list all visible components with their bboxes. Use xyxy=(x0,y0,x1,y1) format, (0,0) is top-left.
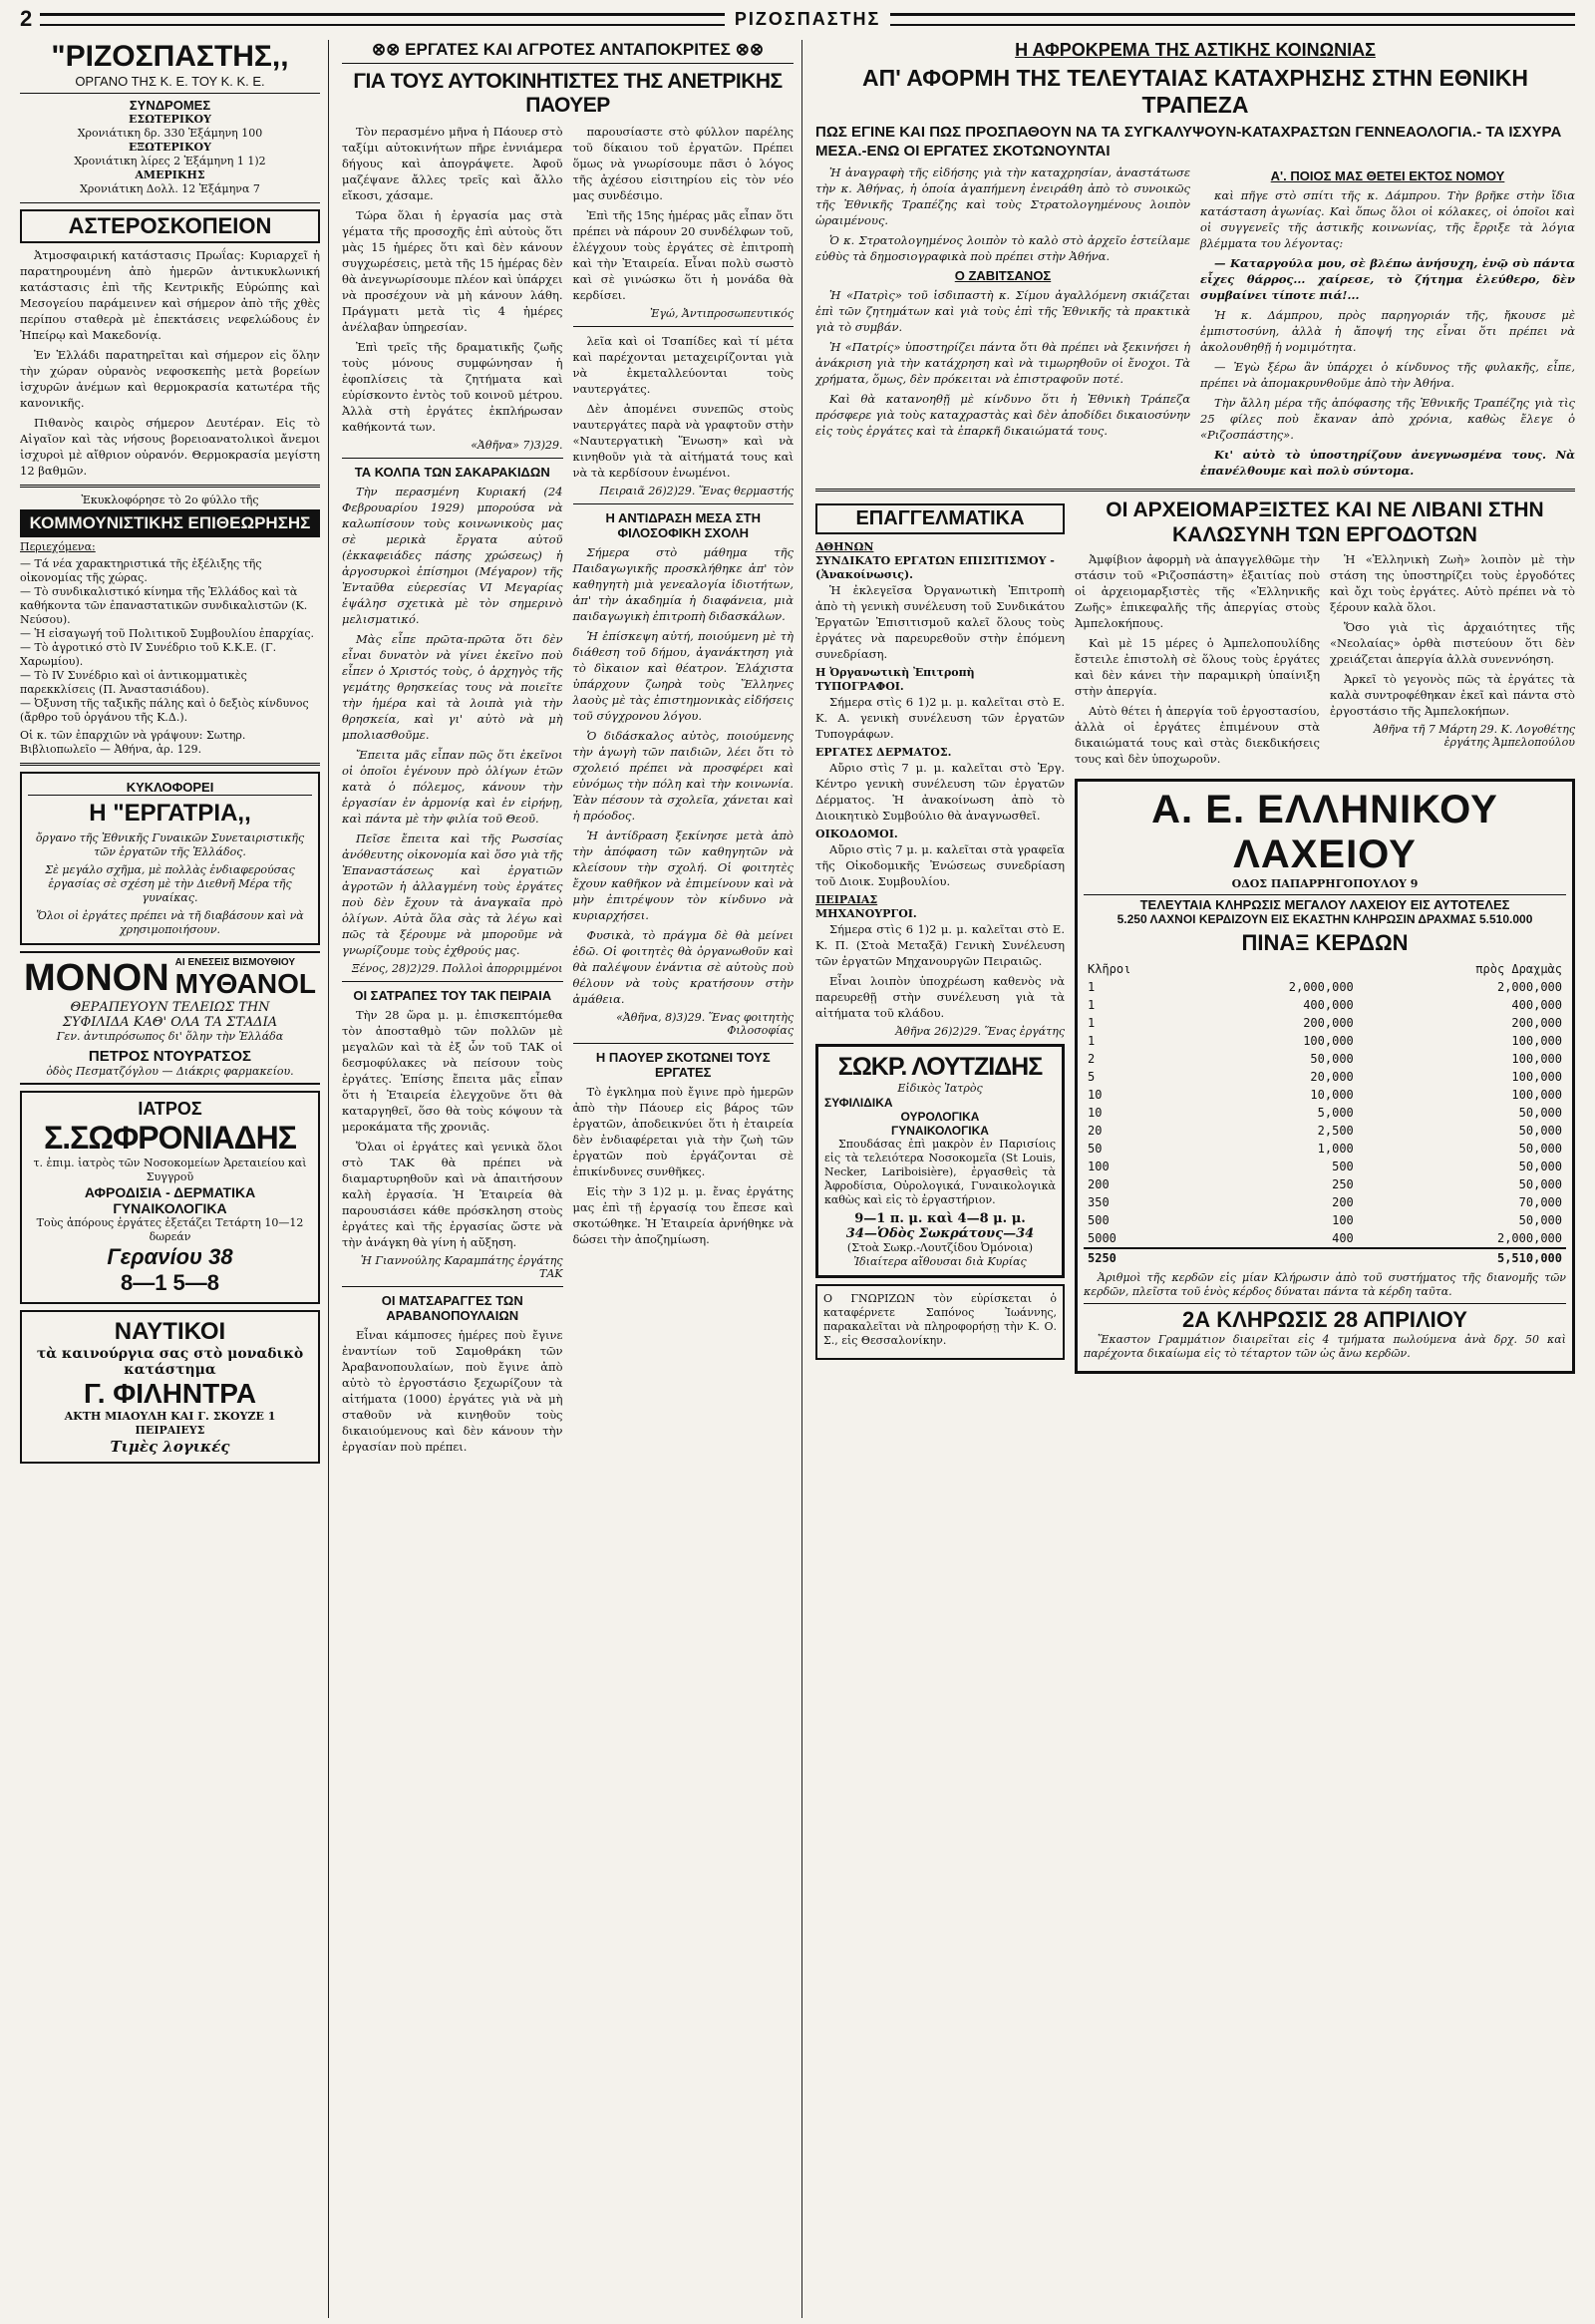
observatory-text: Ἀτμοσφαιρική κατάστασις Πρωΐας: Κυριαρχεῖ ἡ παρατηρουμένη ἀπὸ ἡμερῶν ἀντικυκλωνική κατάστασις ἐπὶ τῆς Κεντρικῆς Εὐρώπης καὶ Μεσογείου παράμεινεν καὶ σήμερον ἀπὸ τῆς χθὲς περίπου σταθερὰ μὲ ἐπεκτάσεις νεφελώδους ἐν Ἠπείρῳ καὶ Μακεδονίᾳ. xyxy=(20,248,320,342)
mythanol-line2: ΣΥΦΙΛΙΔΑ ΚΑΘ' ΟΛΑ ΤΑ ΣΤΑΔΙΑ xyxy=(62,1015,278,1030)
notice-title: ΟΙΚΟΔΟΜΟΙ. xyxy=(815,828,898,840)
archio-subcolumn-b xyxy=(1330,551,1575,771)
article-text: Κι' αὐτὸ τὸ ὑποστηρίζουν ἀνεγνωσμένα τους. Νὰ ἐπανέλθουμε καὶ πολὺ σύντομα. xyxy=(1200,448,1575,478)
doctor-name: Σ.ΣΩΦΡΟΝΙΑΔΗΣ xyxy=(44,1120,296,1156)
divider xyxy=(815,489,1575,492)
doctor-hours: 8—1 5—8 xyxy=(120,1270,220,1295)
lead-title: ΑΠ' ΑΦΟΡΜΗ ΤΗΣ ΤΕΛΕΥΤΑΙΑΣ ΚΑΤΑΧΡΗΣΗΣ ΣΤΗΝ ΕΘΝΙΚΗ ΤΡΑΠΕΖΑ xyxy=(862,65,1528,118)
article-text: Ὁ κ. Στρατολογημένος λοιπὸν τὸ καλὸ στὸ ἀρχεῖο ἐστείλαμε εὐθὺς τὰ δημοσιογραφικὰ ποὺ πρέπει στὴν Ἀθήνα. xyxy=(815,233,1190,263)
article-text: Τώρα ὅλαι ἡ ἐργασία μας στὰ γέματα τῆς προσοχῆς ἐπὶ αὐτοὺς ὅτι μὰς 15 ἡμέρες ὅτι καὶ δὲν κάνουν συγχωρέσεις, μετὰ τῆς 15 ἡμέρας δὲν θὰ ἀνεγνωρίσουμε πλέον καὶ ὑπάρχει νὰ προσέχουν νὰ μὴ κάνουν λάθη. Πράγματι μετὰ τὶς 4 ἡμέρες ἀνέλαβαν ὑπηρεσίαν. xyxy=(342,208,563,334)
prize-total: 100,000 xyxy=(1511,1088,1562,1102)
article-text: Τὸ ἐγκλημα ποὺ ἔγινε πρὸ ἡμερῶν ἀπὸ τὴν Πάουερ εἰς βάρος τῶν ἐργατῶν, ἀποδεικνύει ὅτι ἡ ἐταιρεία δὲν ἐνδιαφέρεται γιὰ τὴν ζωὴ τῶν ἐργατῶν ποὺ ἐργάζονται σὲ ἐπικίνδυνες συνθῆκες. xyxy=(572,1085,794,1178)
prize-count: 10 xyxy=(1088,1088,1103,1102)
prize-amount: 100 xyxy=(1332,1213,1354,1227)
prize-amount: 200,000 xyxy=(1303,1016,1354,1030)
page-number: 2 xyxy=(20,6,33,31)
prize-amount: 10,000 xyxy=(1310,1088,1354,1102)
header-rule-right xyxy=(890,13,1575,26)
header-rule xyxy=(40,13,725,26)
prize-count: 2 xyxy=(1088,1052,1096,1066)
review-item: — Τά νέα χαρακτηριστικά τῆς ἐξέλιξης τῆς οἰκονομίας τῆς χώρας. xyxy=(20,557,262,584)
article-text: λεῖα καὶ οἱ Τσαπίδες καὶ τί μέτα καὶ παρέχονται μεταχειρίζονται γιὰ νὰ ἐκμεταλλεύονται τοὺς ναυτεργάτες. xyxy=(572,334,794,396)
prize-table-header xyxy=(1084,960,1566,978)
prize-count: 100 xyxy=(1088,1160,1110,1173)
prize-total: 50,000 xyxy=(1518,1213,1562,1227)
nautikoi-prices: Τιμὲς λογικές xyxy=(110,1438,230,1456)
archio-lottery-column xyxy=(1075,498,1575,1380)
observatory-title-box xyxy=(20,209,320,243)
divider xyxy=(342,981,563,982)
review-item: — Ἡ εἰσαγωγή τοῦ Πολιτικοῦ Συμβουλίου ἐπαρχίας. xyxy=(20,627,314,640)
lottery-note: Ἀριθμοὶ τῆς κερδῶν εἰς μίαν Κλήρωσιν ἀπὸ τοῦ συστήματος τῆς διανομῆς τῶν κερδῶν, πλεῖστα τοῦ ἑνὸς κέρδος δύναται πάντα τὰ κέρδη ταῦτα. xyxy=(1084,1271,1566,1298)
doctor2-spec3: ΓΥΝΑΙΚΟΛΟΓΙΚΑ xyxy=(891,1124,989,1138)
article-title: ΓΙΑ ΤΟΥΣ ΑΥΤΟΚΙΝΗΤΙΣΤΕΣ ΤΗΣ ΑΝΕΤΡΙΚΗΣ ΠΑΟΥΕΡ xyxy=(353,70,783,117)
article-text: Φυσικὰ, τὸ πράγμα δὲ θὰ μείνει ἐδῶ. Οἱ φοιτητὲς θὰ ὀργανωθοῦν καὶ θὰ παλέψουν ἐνάντια σὲ αὐτοὺς ποὺ θέλουν νὰ τοὺς κρατήσουν στὴν ἀμάθεια. xyxy=(572,928,794,1006)
mythanol-line1: ΘΕΡΑΠΕΥΟΥΝ ΤΕΛΕΙΩΣ ΤΗΝ xyxy=(70,1000,270,1015)
divider xyxy=(573,326,795,327)
doctor2-address-2: (Στοὰ Σωκρ.-Λουτζίδου Ὀμόνοια) xyxy=(846,1241,1034,1254)
prize-row xyxy=(1084,996,1566,1014)
prize-total-count: 5250 xyxy=(1088,1251,1116,1265)
article-text: Ἡ «Πατρίς» ὑποστηρίζει πάντα ὅτι θὰ πρέπει νὰ ξεκινήσει ἡ ἀνάκριση γιὰ τὴν κατάχρηση καὶ νὰ τιμωρηθοῦν οἱ ἔνοχοι. Τὰ χρήματα, ὅμως, δὲν πρόκειται νὰ ἐπιστραφοῦν ποτέ. xyxy=(815,340,1190,386)
prize-count: 5000 xyxy=(1088,1231,1116,1245)
subs-abroad-label: ΕΞΩΤΕΡΙΚΟΥ xyxy=(129,141,211,154)
article-text: Εἰς τὴν 3 1)2 μ. μ. ἔνας ἐργάτης μας ἐπὶ τῇ ἐργασίᾳ του ἔπεσε καὶ σκοτώθηκε. Ἡ Ἐταιρεία ἀρνήθηκε νὰ δώσει τὴν ἀποζημίωση. xyxy=(572,1184,794,1246)
prize-row xyxy=(1084,1158,1566,1175)
lottery-title: Α. Ε. ΕΛΛΗΝΙΚΟΥ ΛΑΧΕΙΟΥ xyxy=(1151,788,1498,876)
doctor2-role: Εἰδικὸς Ἰατρὸς xyxy=(897,1082,983,1095)
prize-count: 200 xyxy=(1088,1177,1110,1191)
divider xyxy=(573,1043,795,1044)
missing-person-text: Ο ΓΝΩΡΙΖΩΝ τὸν εὑρίσκεται ὁ καταφέρνετε Σαπόνος Ἰωάννης, παρακαλεῖται νὰ πληροφορήσῃ τὴν Κ. Ο. Σ., εἰς Θεσσαλονίκην. xyxy=(823,1292,1057,1347)
review-contents-label: Περιεχόμενα: xyxy=(20,540,96,553)
article-text: Δὲν ἀπομένει συνεπῶς στοὺς ναυτεργάτες παρὰ νὰ γραφτοῦν στὴν «Ναυτεργατικὴ Ἕνωση» καὶ νὰ κινηθοῦν γιὰ τὰ αἰτήματά τους καὶ νὰ τὰ κερδίσουν ἐνωμένοι. xyxy=(572,402,794,480)
prize-row xyxy=(1084,1193,1566,1211)
lottery-ad xyxy=(1075,779,1575,1374)
lottery-line1: ΤΕΛΕΥΤΑΙΑ ΚΛΗΡΩΣΙΣ ΜΕΓΑΛΟΥ ΛΑΧΕΙΟΥ ΕΙΣ ΑΥΤΟΤΕΛΕΣ xyxy=(1084,894,1566,912)
article-text: Ὅλαι οἱ ἐργάτες καὶ γενικὰ ὅλοι στὸ ΤΑΚ θὰ πρέπει νὰ διαμαρτυρηθοῦν καὶ νὰ ἀπαιτήσουν καλὴ ἐργασία. Ἡ Ἐταιρεία θὰ παρουσιάσει κάθε πρόσκληση στοὺς ἐργάτες καὶ τῆς ἐργασίας ὥστε νὰ τὴν ἀνάγκη θὰ γίνη ἡ αὔξηση. xyxy=(342,1140,563,1249)
article-text: Ἡ ἀναγραφὴ τῆς εἰδήσης γιὰ τὴν καταχρησίαν, ἀναστάτωσε τὴν κ. Ἀθήνας, ἡ ὁποία ἀγαπήμενη ἐνειράθη ἀπὸ τὸ συνοικῶς τῆς Ἐθνικῆς Τραπέζης καὶ τοὺς Στρατολογημένους λοιπὸν ὡραιμένους. xyxy=(815,166,1190,227)
doctor2-desc: Σπουδάσας ἐπὶ μακρὸν ἐν Παρισίοις εἰς τὰ τελειότερα Νοσοκομεῖα (St Louis, Necker, Lariboisière), ἐργασθεὶς τὰ Ἀφροδίσια, Οὐρολογικά, Γυναικολογικὰ καθὼς καὶ εἰς τὸ ἐργαστήριον. xyxy=(824,1138,1056,1206)
column-right xyxy=(807,40,1575,2318)
banner-ornament-icon: ⊗⊗ xyxy=(371,40,406,59)
article-text: Ἐπὶ τῆς 15ης ἡμέρας μᾶς εἶπαν ὅτι πρέπει νὰ πάρουν 20 συνδέλφων τοῦ, ἐλέγχουν τοὺς ἐργάτες σὲ ἐπιτροπὴ καὶ τὴν Ἐταιρεία. Εἶναι πολὺ σωστὸ καὶ σὲ γινώσκω ὅτι ἡ μονάδα θὰ κερδίσει. xyxy=(572,208,794,302)
doctor2-address: 34—Ὁδὸς Σωκράτους—34 xyxy=(845,1226,1035,1241)
article-text: — Καταργούλα μου, σὲ βλέπω ἀνήσυχη, ἐνῷ σὺ πάντα εἶχες θάρρος... χαίρεσε, τὸ ζήτημα ἐλεύθερο, δὲν συμβαίνει τίποτε πιά!... xyxy=(1200,256,1575,302)
article-signature: Ἡ Γιαννούλης Καραμπάτης ἐργάτης ΤΑΚ xyxy=(360,1254,563,1280)
prize-amount: 2,500 xyxy=(1317,1124,1354,1138)
prize-amount: 50,000 xyxy=(1310,1052,1354,1066)
mythanol-rep: ΠΕΤΡΟΣ ΝΤΟΥΡΑΤΣΟΣ xyxy=(88,1048,252,1065)
article-signature: Ἐγώ, Ἀντιπροσωπευτικός xyxy=(650,307,794,320)
nautikoi-address: ΑΚΤΗ ΜΙΑΟΥΛΗ ΚΑΙ Γ. ΣΚΟΥΖΕ 1 xyxy=(64,1410,276,1423)
nautikoi-ad xyxy=(20,1310,320,1464)
divider xyxy=(20,202,320,203)
article-text: Τὴν 28 ὥρα μ. μ. ἐπισκεπτόμεθα τὸν ἀποσταθμὸ τῶν πολλῶν μὲ μεγαλῶν καὶ τὰ ἐξ ὧν τοῦ ΤΑΚ οἱ δεσμοφύλακες νὰ πείσουν τοὺς ἐργάτες. Ἐπίσης ἔπειτα μᾶς εἶπαν ὅτι ἡ Ἐταιρεία ἐλεγχοῦνε ὅτι θὰ καταργηθεῖ, ὅσο θὰ τοὺς κόψουν τὰ μεροκάματα τῆς χρονιᾶς. xyxy=(342,1008,563,1134)
doctor2-spec2: ΟΥΡΟΛΟΓΙΚΑ xyxy=(900,1110,980,1124)
mythanol-product: ΜΥΘΑΝΟL xyxy=(174,968,316,999)
prize-total-blank xyxy=(1196,1248,1357,1267)
review-title: ΚΟΜΜΟΥΝΙΣΤΙΚΗΣ ΕΠΙΘΕΩΡΗΣΗΣ xyxy=(20,509,320,537)
article-signature: «Ἀθῆνα» 7)3)29. xyxy=(471,439,563,452)
article-text: Εἶναι κάμποσες ἡμέρες ποὺ ἔγινε ἐναντίων τοῦ Σαμοθράκη τῶν Ἀραβανοπουλαίων, ποὺ ἔγινε ἀπὸ αὐτὸ τὸ ἐργοστάσιο ξεχωρίζουν τὰ αἰτήματα (1000) ἐργάτες γιὰ νὰ μὴ σταθοῦν νὰ κινηθοῦν τοὺς δικαιούμενους καὶ δὲν κάνουν τὴν ἐργασίαν ποὺ πρέπει. xyxy=(342,1328,563,1454)
article-signature: Ξένος, 28)2)29. Πολλοὶ ἀπορριμμένοι xyxy=(351,962,563,975)
article-title: Η ΑΝΤΙΔΡΑΣΗ ΜΕΣΑ ΣΤΗ ΦΙΛΟΣΟΦΙΚΗ ΣΧΟΛΗ xyxy=(605,510,762,540)
prize-total: 70,000 xyxy=(1518,1195,1562,1209)
prize-row xyxy=(1084,1122,1566,1140)
notice-text: Εἶναι λοιπὸν ὑποχρέωση καθενὸς νὰ παρευρεθῇ στὴν συνέλευση γιὰ τὰ αἰτήματα τοῦ κλάδου. xyxy=(815,974,1065,1020)
ergatria-desc: ὄργανο τῆς Ἐθνικῆς Γυναικῶν Συνεταιριστικῆς τῶν ἐργατῶν τῆς Ἑλλάδος. xyxy=(35,831,305,858)
prize-total: 50,000 xyxy=(1518,1160,1562,1173)
review-item: — Ὀξυνση τῆς ταξικῆς πάλης καὶ ὁ δεξιὸς κίνδυνος (ἄρθρο τοῦ ὀργάνου τῆς Κ.Δ.). xyxy=(20,697,309,724)
prize-count: 5 xyxy=(1088,1070,1096,1084)
mythanol-line3: Γεν. ἀντιπρόσωπος δι' ὅλην τὴν Ἑλλάδα xyxy=(56,1030,284,1043)
subs-america-text: Χρονιάτικη Δολλ. 12 Ἑξάμηνα 7 xyxy=(80,182,260,195)
mythanol-small: ΑΙ ΕΝΕΣΕΙΣ ΒΙΣΜΟΥΘΙΟΥ xyxy=(174,957,296,968)
notice-title: Η Ὀργανωτικὴ Ἐπιτροπὴ ΤΥΠΟΓΡΑΦΟΙ. xyxy=(815,666,975,693)
article-title: ΤΑ ΚΟΛΠΑ ΤΩΝ ΣΑΚΑΡΑΚΙΔΩΝ xyxy=(354,465,550,480)
article-text: Σήμερα στὸ μάθημα τῆς Παιδαγωγικῆς προσκλήθηκε ἀπ' τὸν καθηγητὴ μιὰ γενεαλογία ἰδιοτήτων, ἀπ' τὴν ἀκαδημία ἡ διαφάνεια, μιὰ παιδαγωγικὴ ἐπιτροπὴ διδασκάλων. xyxy=(572,545,794,623)
prize-row xyxy=(1084,1175,1566,1193)
prize-total: 2,000,000 xyxy=(1496,980,1562,994)
notice-title: ΣΥΝΔΙΚΑΤΟ ΕΡΓΑΤΩΝ ΕΠΙΣΙΤΙΣΜΟΥ - (Ἀνακοίνωσις). xyxy=(815,554,1055,581)
section-piraeus: ΠΕΙΡΑΙΑΣ xyxy=(815,893,878,906)
correspondents-banner-text: ΕΡΓΑΤΕΣ ΚΑΙ ΑΓΡΟΤΕΣ ΑΝΤΑΠΟΚΡΙΤΕΣ xyxy=(405,40,731,59)
lottery-draw-date: 2Α ΚΛΗΡΩΣΙΣ 28 ΑΠΡΙΛΙΟΥ xyxy=(1084,1303,1566,1333)
doctor-spec2: ΓΥΝΑΙΚΟΛΟΓΙΚΑ xyxy=(113,1200,227,1216)
lottery-footnote: Ἕκαστον Γραμμάτιον διαιρεῖται εἰς 4 τμήματα πωλούμενα ἀνὰ δρχ. 50 καὶ παρέχοντα δικαίωμα εἰς τὸ τέταρτον τῶν ὡς ἄνω κερδῶν. xyxy=(1084,1333,1566,1360)
prize-count: 1 xyxy=(1088,1016,1096,1030)
review-item: — Τὸ ἀγροτικό στὸ IV Συνέδριο τοῦ Κ.Κ.Ε. (Γ. Χαρωμίου). xyxy=(20,641,277,668)
prize-amount: 400 xyxy=(1332,1231,1354,1245)
prize-total: 2,000,000 xyxy=(1496,1231,1562,1245)
mythanol-addr: ὁδὸς Πεσματζόγλου — Διάκρις φαρμακείου. xyxy=(46,1065,294,1078)
prize-row xyxy=(1084,1229,1566,1248)
review-item: — Τὸ IV Συνέδριο καὶ οἱ ἀντικομματικὲς παρεκκλίσεις (Π. Ἀναστασιάδου). xyxy=(20,669,247,696)
article-text: Ἡ ἀντίδραση ξεκίνησε μετὰ ἀπὸ τὴν ἀπόφαση τῶν καθηγητῶν νὰ κλείσουν τὴν σχολή. Οἱ φοιτητὲς ἔχουν καθῆκον νὰ ἐπιμείνουν καὶ νὰ μὴν ἐπιτρέψουν τὸν κίνδυνο νὰ κυριαρχήσει. xyxy=(572,829,794,922)
subs-domestic-label: ΕΣΩΤΕΡΙΚΟΥ xyxy=(129,113,211,126)
prize-row xyxy=(1084,1211,1566,1229)
mythanol-word: ΜΟΝΟΝ xyxy=(24,957,169,999)
article-text: καὶ πῆγε στὸ σπίτι τῆς κ. Δάμπρου. Τὴν βρῆκε στὴν ἴδια κατάσταση ἀγωνίας. Καὶ ὅπως ὅλοι οἱ κόλακες, οἱ ὁποῖοι καὶ οἱ συγγενεῖς τῆς ἀστικῆς κοινωνίας, τῆς ἔρριξε τὰ λόγια βλέμματα του λέγοντας: xyxy=(1200,188,1575,250)
prize-count: 1 xyxy=(1088,998,1096,1012)
article-text: Καὶ θὰ κατανοηθῇ μὲ κίνδυνο ὅτι ἡ Ἐθνικὴ Τράπεζα πρόσφερε γιὰ τοὺς καταχραστὰς καὶ δὲν ἀποδίδει δικαιοσύνην εἰς τοὺς ἐργάτες καὶ τὰ ἐπαρκῆ δικαιώματά τους. xyxy=(815,392,1190,438)
prize-col-mid: πρὸς Δραχμὰς xyxy=(1475,962,1562,976)
column-middle xyxy=(334,40,802,2318)
subs-america-label: ΑΜΕΡΙΚΗΣ xyxy=(135,168,205,181)
prize-col-left: Κλῆροι xyxy=(1088,962,1131,976)
divider xyxy=(573,503,795,504)
prize-rows xyxy=(1084,978,1566,1248)
divider xyxy=(342,458,563,459)
subs-abroad-text: Χρονιάτικη λίρες 2 Ἑξάμηνη 1 1)2 xyxy=(74,155,266,167)
doctor-desc: τ. ἐπιμ. ἰατρὸς τῶν Νοσοκομείων Ἀρεταιείου καὶ Συγγροῦ xyxy=(33,1157,307,1183)
review-item: — Τὸ συνδικαλιστικό κίνημα τῆς Ἑλλάδος καὶ τὰ καθήκοντα τῶν ἐπαναστατικῶν συνδικαλιστῶν (Κ. Νεύσου). xyxy=(20,585,308,626)
prize-count: 1 xyxy=(1088,980,1096,994)
article-text: — Ἐγὼ ξέρω ἂν ὑπάρχει ὁ κίνδυνος τῆς φυλακῆς, εἶπε, πρέπει νὰ ἀπομακρυνθοῦμε ἀπὸ τὴν Ἀθήνα. xyxy=(1200,360,1575,390)
professional-title: ΕΠΑΓΓΕΛΜΑΤΙΚΑ xyxy=(855,507,1025,529)
article-title: Η ΠΑΟΥΕΡ ΣΚΟΤΩΝΕΙ ΤΟΥΣ ΕΡΓΑΤΕΣ xyxy=(595,1050,771,1080)
divider xyxy=(342,1286,563,1287)
article-text: Ὅσο γιὰ τὶς ἀρχαιότητες τῆς «Νεολαίας» ὀρθὰ πιστεύουν ὅτι δὲν χρειάζεται ἀπεργία ἀλλὰ συνεννόηση. xyxy=(1330,620,1575,666)
article-text: Ἡ «Ἑλληνικὴ Ζωὴ» λοιπὸν μὲ τὴν στάση της ὑποστηρίζει τοὺς ἐργοδότες καὶ ὄχι τοὺς ἐργάτες. Αὐτὸ πρέπει νὰ τὸ ξέρουν καλὰ ὅλοι. xyxy=(1330,552,1575,614)
article-signature: «Ἀθῆνα, 8)3)29. Ἕνας φοιτητὴς Φιλοσοφίας xyxy=(616,1011,794,1037)
article-subhead: Ο ΖΑΒΙΤΣΑΝΟΣ xyxy=(954,268,1052,283)
notice-title: ΕΡΓΑΤΕΣ ΔΕΡΜΑΤΟΣ. xyxy=(815,746,952,759)
article-text: Ἐπὶ τρεῖς τῆς δραματικῆς ζωῆς τοὺς μόνους συμφώνησαν ἡ ἐφοπλίσεις τὰ ζητήματα καὶ εὑρίσκοντο ἐντὸς τοῦ κοινοῦ μέτρου. Ἀλλὰ στὴ ἐργάτες ἐκπλήρωσαν καθήκοντά των. xyxy=(342,340,563,434)
prize-row xyxy=(1084,1032,1566,1050)
nautikoi-shop: Γ. ΦΙΛΗΝΤΡΑ xyxy=(83,1378,257,1409)
article-text: Ἡ κ. Δάμπρου, πρὸς παρηγοριάν τῆς, ἤκουσε μὲ ἐμπιστοσύνη, ἀλλὰ ἡ ἄποψή της εἶναι ὅτι πρέπει νὰ ἀκολουθηθῇ ἡ νομιμότητα. xyxy=(1200,308,1575,354)
prize-total: 400,000 xyxy=(1511,998,1562,1012)
article-title: ΟΙ ΣΑΤΡΑΠΕΣ ΤΟΥ ΤΑΚ ΠΕΙΡΑΙΑ xyxy=(353,988,552,1003)
prize-total: 100,000 xyxy=(1511,1034,1562,1048)
prize-amount: 5,000 xyxy=(1317,1106,1354,1120)
correspondents-banner xyxy=(342,40,794,64)
article-text: Καὶ μὲ 15 μέρες ὁ Ἀμπελοπουλίδης ἔστειλε ἐπιστολὴ σὲ ὅλους τοὺς ἐργάτες καὶ δὲν κάνει τὴν παραμικρὴ ὑπαίνιξη στὴν ἀπεργία. xyxy=(1075,636,1320,698)
article-text: Τὴν ἄλλη μέρα τῆς ἀπόφασης τῆς Ἐθνικῆς Τραπέζης γιὰ τὶς 25 φίλες ποὺ ἔκαναν ἀπὸ χρόνια, καθὼς ἔλεγε ὁ «Ριζοσπάστης». xyxy=(1200,396,1575,442)
lead-subcolumns xyxy=(815,165,1575,483)
article-text: Ἡ «Πατρὶς» τοῦ ἰσδιπαστὴ κ. Σίμου ἀγαλλόμενη σκιάζεται ἐπὶ τῶν ζητημάτων καὶ γιὰ τοὺς ἐπὶ τῆς Ἐθνικῆς τὰ πρακτικὰ γιὰ τὸ συμβάν. xyxy=(815,288,1190,334)
article-title: ΟΙ ΜΑΤΣΑΡΑΓΓΕΣ ΤΩΝ ΑΡΑΒΑΝΟΠΟΥΛΑΙΩΝ xyxy=(381,1293,523,1323)
prize-count: 1 xyxy=(1088,1034,1096,1048)
prize-row xyxy=(1084,1050,1566,1068)
article-text: Τὴν περασμένη Κυριακή (24 Φεβρουαρίου 1929) μπορούσα νὰ καλωπίσουν τοὺς κοινωνικοὺς μας σὲ μερικὰ ἔργατα αὐτοῦ (ἐκκαφειάδες πάσης χρώσεως) ἡ ἀργοσυρκοὶ ἐπίσημοι (Μέγαρον) τῆς Ἐνταῦθα εὐερεσίας VI Μεγαρίας ἐψάλησ σχετικὰ μὲ τὸν σημερινὸ μελισματικό. xyxy=(342,485,563,626)
article-title: ΟΙ ΑΡΧΕΙΟΜΑΡΞΙΣΤΕΣ ΚΑΙ ΝΕ ΛΙΒΑΝΙ ΣΤΗΝ ΚΑΛΩΣΥΝΗ ΤΩΝ ΕΡΓΟΔΟΤΩΝ xyxy=(1106,498,1544,546)
doctor-spec1: ΑΦΡΟΔΙΣΙΑ - ΔΕΡΜΑΤΙΚΑ xyxy=(84,1184,256,1200)
review-order-note: Οἱ κ. τῶν ἐπαρχιῶν νὰ γράψουν: Σωτηρ. Βιβλιοπωλεῖο — Ἀθήνα, ἀρ. 129. xyxy=(20,729,246,756)
prize-row xyxy=(1084,1104,1566,1122)
doctor-hours-note: Τοὺς ἀπόρους ἐργάτες ἐξετάζει Τετάρτη 10—12 δωρεάν xyxy=(36,1216,304,1243)
observatory-text: Πιθανὸς καιρὸς σήμερον Δευτέραν. Εἰς τὸ Αἰγαῖον καὶ τὰς νήσους βορειοανατολικοὶ ἄνεμοι ἰσχυροὶ μὲ αἴθριον οὐρανόν. Θερμοκρασία μεγίστη 12 βαθμῶν. xyxy=(20,416,320,478)
prize-total: 100,000 xyxy=(1511,1052,1562,1066)
lower-right-area xyxy=(815,498,1575,1380)
article-text: παρουσίαστε στὸ φύλλον παρέλης τοῦ δίκαιου τοῦ ἐργατῶν. Πρέπει ὅμως νὰ γνωρίσουμε πᾶσι ὁ λόγος τῆς ἀχέσου εἰσιτηρίου εἰς τὸν νέο μας συνδέσιμο. xyxy=(572,125,794,202)
article-text: Ἀρκεῖ τὸ γεγονὸς πῶς τὰ ἐργάτες τὰ καλὰ συντροφέθηκαν ἐκεῖ καὶ πάντα στὸ ἐργοστάσιο τῆς Ἀμπελοκήπων. xyxy=(1330,672,1575,718)
prize-count: 20 xyxy=(1088,1124,1103,1138)
doctor-address: Γερανίου 38 xyxy=(107,1244,233,1269)
prize-count: 500 xyxy=(1088,1213,1110,1227)
middle-subcolumn-b xyxy=(573,124,795,1459)
prize-total: 50,000 xyxy=(1518,1142,1562,1156)
lottery-line2: 5.250 ΛΑΧΝΟΙ ΚΕΡΔΙΖΟΥΝ ΕΙΣ ΕΚΑΣΤΗΝ ΚΛΗΡΩΣΙΝ ΔΡΑΧΜΑΣ 5.510.000 xyxy=(1116,912,1533,926)
article-text: Ἔπειτα μᾶς εἶπαν πῶς ὅτι ἐκεῖνοι οἱ ὁποῖοι ἐγένουν πρὸ ὀλίγων ἐτῶν κατὰ ὁ πόλεμος, κάνουν τὴν ἐργασίαν ἐν ἀρμονίᾳ καὶ ἐν εἰρήνῃ, καὶ πάντα μὲ τὴν φιλία τοῦ Θεοῦ. xyxy=(342,748,563,826)
masthead-subtitle: ΟΡΓΑΝΟ ΤΗΣ Κ. Ε. ΤΟΥ Κ. Κ. Ε. xyxy=(20,74,320,94)
mythanol-ad xyxy=(20,951,320,1085)
observatory-title: ΑΣΤΕΡΟΣΚΟΠΕΙΟΝ xyxy=(68,213,272,238)
article-text: Πεῖσε ἔπειτα καὶ τῆς Ρωσσίας ἀνόθευτης οἰκονομία καὶ ὅσο γιὰ τῆς Ἐπαναστάσεως καὶ ἐργατιῶν ἀγροτῶν ἡ ἀλλαγμένη τοὺς ἐργάτες ποὺ δὲν ἔχουν τὰ ἀναγκαῖα πρὸ ὀλίγων. Αὐτὰ ὅλα σὰς τὰ λέγω καὶ πῶς τὰ ξέρουμε νὰ μποροῦμε νὰ γνωρίζουμε τοὺς ἐχθρούς μας. xyxy=(342,831,563,957)
archio-subcolumn-a xyxy=(1075,551,1320,771)
prize-total: 50,000 xyxy=(1518,1124,1562,1138)
divider xyxy=(20,485,320,488)
doctor2-note: Ἰδιαίτερα αἴθουσαι διὰ Κυρίας xyxy=(853,1255,1027,1268)
nautikoi-city: ΠΕΙΡΑΙΕΥΣ xyxy=(135,1424,205,1437)
prize-total-row xyxy=(1084,1248,1566,1267)
lead-subtitle: ΠΩΣ ΕΓΙΝΕ ΚΑΙ ΠΩΣ ΠΡΟΣΠΑΘΟΥΝ ΝΑ ΤΑ ΣΥΓΚΑΛΥΨΟΥΝ-ΚΑΤΑΧΡΑΣΤΩΝ ΓΕΝΝΕΑΟΛΟΓΙΑ.- ΤΑ ΙΣΧΥΡΑ ΜΕΣΑ.-ΕΝΩ ΟΙ ΕΡΓΑΤΕΣ ΣΚΟΤΩΝΟΥΝΤΑΙ xyxy=(815,124,1562,160)
lead-subcolumn-a xyxy=(815,165,1190,483)
prize-amount: 20,000 xyxy=(1310,1070,1354,1084)
ergatria-kicker: ΚΥΚΛΟΦΟΡΕΙ xyxy=(28,780,312,796)
prize-row xyxy=(1084,978,1566,996)
notice-text: Ἡ ἐκλεγεῖσα Ὀργανωτικὴ Ἐπιτροπὴ ἀπὸ τὴ γενικὴ συνέλευση τοῦ Συνδικάτου Ἐργατῶν Ἐπισιτισμοῦ καλεῖ ὅλους τοὺς ἐργάτες νὰ παρευρεθοῦν στὴν ἐπόμενη συνεδρίαση. xyxy=(815,583,1065,661)
notice-text: Σήμερα στὶς 6 1)2 μ. μ. καλεῖται στὸ Ε. Κ. Α. γενικὴ συνέλευση τῶν ἐργατῶν Τυπογράφων. xyxy=(815,695,1065,741)
middle-subcolumn-a xyxy=(342,124,563,1459)
prize-row xyxy=(1084,1014,1566,1032)
doctor2-ad xyxy=(815,1044,1065,1278)
professional-title-box xyxy=(815,503,1065,534)
prize-total: 50,000 xyxy=(1518,1177,1562,1191)
notice-text: Σήμερα στὶς 6 1)2 μ. μ. καλεῖται στὸ Ε. Κ. Π. (Στοὰ Μεταξᾶ) Γενικὴ Συνέλευση τῶν ἐργατῶν Μηχανουργῶν Πειραιῶς. xyxy=(815,922,1065,968)
header-masthead: ΡΙΖΟΣΠΑΣΤΗΣ xyxy=(734,8,881,29)
article-text: Αὐτὸ θέτει ἡ ἀπεργία τοῦ ἐργοστασίου, ἀλλὰ οἱ ἐργάτες ἐπιμένουν στὰ δικαιώματά τους καὶ στὰς διεκδικήσεις τους καὶ δὲν ὑποχωροῦν. xyxy=(1075,704,1320,766)
ergatria-title: Η "ΕΡΓΑΤΡΙΑ,, xyxy=(89,800,251,827)
lead-kicker: Η ΑΦΡΟΚΡΕΜΑ ΤΗΣ ΑΣΤΙΚΗΣ ΚΟΙΝΩΝΙΑΣ xyxy=(1015,40,1376,60)
prize-total: 50,000 xyxy=(1518,1106,1562,1120)
prize-count: 50 xyxy=(1088,1142,1103,1156)
article-text: Μὰς εἶπε πρῶτα-πρῶτα ὅτι δὲν εἶναι δυνατὸν νὰ γίνει ἐκεῖνο ποὺ εἶπεν ὁ Χριστός τοὺς, ὁ ἀρχηγὸς τῆς γεμάτης θρησκείας τους νὰ ποιεῖτε τὴν ἡμέρα καὶ τὰ λοιπὰ γιὰ τὴν θρησκεία, καὶ γι' αὐτὸ νὰ μὴ μπολιασθοῦμε. xyxy=(342,632,563,742)
article-text: Τὸν περασμένο μῆνα ἡ Πάουερ στὸ ταξίμι αὐτοκινήτων πῆρε ἐννιάμερα δήγους καὶ ἀπογράψετε. Ἀφοῦ μαζέψανε ἄλλες τρεῖς καὶ ἄλλο εἴκοσι, χάσαμε. xyxy=(342,125,563,202)
divider xyxy=(20,763,320,766)
prize-total: 200,000 xyxy=(1511,1016,1562,1030)
prize-amount: 2,000,000 xyxy=(1288,980,1354,994)
prize-amount: 100,000 xyxy=(1303,1034,1354,1048)
doctor-ad xyxy=(20,1091,320,1304)
archio-subcolumns xyxy=(1075,551,1575,771)
lead-subcolumn-b xyxy=(1200,165,1575,483)
lottery-table-title: ΠΙΝΑΞ ΚΕΡΔΩΝ xyxy=(1241,930,1409,955)
prize-total: 100,000 xyxy=(1511,1070,1562,1084)
article-subhead: Α'. ΠΟΙΟΣ ΜΑΣ ΘΕΤΕΙ ΕΚΤΟΣ ΝΟΜΟΥ xyxy=(1270,168,1505,183)
doctor2-spec1: ΣΥΦΙΛΙΔΙΚΑ xyxy=(824,1096,893,1110)
doctor2-name: ΣΩΚΡ. ΛΟΥΤΖΙΔΗΣ xyxy=(837,1053,1043,1081)
masthead-title: "ΡΙΖΟΣΠΑΣΤΗΣ,, xyxy=(51,40,289,73)
lottery-address: ΟΔΟΣ ΠΑΠΑΡΡΗΓΟΠΟΥΛΟΥ 9 xyxy=(1231,877,1419,890)
prize-row xyxy=(1084,1140,1566,1158)
ergatria-ad xyxy=(20,772,320,945)
article-text: Ἀμφίβιον ἀφορμὴ νὰ ἀπαγγελθῶμε τὴν στάσιν τοῦ «Ριζοσπάστη» ἐξαιτίας ποὺ οἱ ἀρχειομαρξιστὲς τῆς «Ἑλληνικῆς Ζωῆς» ἐπικεφαλῆς τῆς ἀπεργίας στοὺς Ἀμπελοκήπους. xyxy=(1075,552,1320,630)
notice-text: Αὔριο στὶς 7 μ. μ. καλεῖται στὰ γραφεῖα τῆς Οἰκοδομικῆς Ἐνώσεως συνεδρίαση τοῦ Διοικ. Συμβουλίου. xyxy=(815,842,1065,888)
prize-amount: 500 xyxy=(1332,1160,1354,1173)
subscriptions-heading: ΣΥΝΔΡΟΜΕΣ xyxy=(129,98,211,113)
notice-title: ΜΗΧΑΝΟΥΡΓΟΙ. xyxy=(815,907,917,920)
doctor2-hours: 9—1 π. μ. καὶ 4—8 μ. μ. xyxy=(854,1211,1026,1226)
article-signature: Πειραιᾶ 26)2)29. Ἕνας θερμαστής xyxy=(599,485,794,498)
banner-ornament-icon: ⊗⊗ xyxy=(730,40,765,59)
article-signature: Ἀθῆνα τῆ 7 Μάρτη 29. Κ. Λογοθέτης ἐργάτης Ἀμπελοπούλου xyxy=(1373,723,1575,749)
prize-row xyxy=(1084,1068,1566,1086)
prize-count: 10 xyxy=(1088,1106,1103,1120)
page-header xyxy=(20,6,1575,32)
article-text: Ἡ ἐπίσκεψη αὐτή, ποιούμενη μὲ τὴ διάθεση τοῦ δήμου, ἀγανάκτηση γιὰ τὸ δὶκαιον καὶ θέατρον. Ἐλάχιστα ὑπάρχουν ζωηρὰ τοὺς Ἕλληνες λαοὺς μὲ τὰς ἐπιστημονικὰς εἰδήσεις τοῦ σύγχρονου λόγου. xyxy=(572,629,794,723)
prize-amount: 400,000 xyxy=(1303,998,1354,1012)
doctor-label: ΙΑΤΡΟΣ xyxy=(138,1099,202,1119)
nautikoi-line: τὰ καινούργια σας στὸ μοναδικὸ κατάστημα xyxy=(36,1346,304,1378)
observatory-text: Ἐν Ἑλλάδι παρατηρεῖται καὶ σήμερον εἰς ὅλην τὴν χώραν οὐρανὸς νεφοσκεπὴς μετὰ βορείων ἰσχυρῶν ἀνέμων καὶ θερμοκρασία κατωτέρα τῆς κανονικῆς. xyxy=(20,348,320,410)
article-signature: Ἀθῆνα 26)2)29. Ἕνας ἐργάτης xyxy=(895,1025,1065,1038)
prize-amount: 1,000 xyxy=(1317,1142,1354,1156)
prize-row xyxy=(1084,1086,1566,1104)
middle-subcolumns xyxy=(342,124,794,1459)
subs-domestic-text: Χρονιάτικη δρ. 330 Ἑξάμηνη 100 xyxy=(77,127,263,140)
prize-table xyxy=(1084,960,1566,1267)
ergatria-more: Σὲ μεγάλο σχῆμα, μὲ πολλὰς ἐνδιαφερούσας ἐργασίας σὲ σχέση μὲ τὴν Διεθνῆ Μέρα τῆς γυναίκας. xyxy=(45,863,295,904)
prize-total-amount: 5,510,000 xyxy=(1496,1251,1562,1265)
missing-person-notice xyxy=(815,1284,1065,1360)
nautikoi-label: ΝΑΥΤΙΚΟΙ xyxy=(114,1318,226,1345)
notice-text: Αὔριο στὶς 7 μ. μ. καλεῖται στὸ Ἐργ. Κέντρο γενικὴ συνέλευση τῶν ἐργατῶν Δέρματος. Ἡ ἀνακοίνωση ἀπὸ τὸ Διοικητικὸ Συμβούλιο θὰ ἀναγνωσθεῖ. xyxy=(815,761,1065,823)
article-text: Ὁ διδάσκαλος αὐτὸς, ποιούμενης τὴν ἀγωγὴ τῶν παιδιῶν, λέει ὅτι τὸ σχολειό πρέπει νὰ προσφέρει καὶ εὐνόμως τὴν πόλη καὶ τὴν κοινωνία. Ἐὰν πέσουν τὰ σχολεῖα, χάνεται καὶ ἡ πρόοδος. xyxy=(572,729,794,823)
section-athens: ΑΘΗΝΩΝ xyxy=(815,540,874,553)
review-intro: Ἐκυκλοφόρησε τὸ 2ο φύλλο τῆς xyxy=(81,494,259,506)
ergatria-note: Ὅλοι οἱ ἐργάτες πρέπει νὰ τῆ διαβάσουν καὶ νὰ χρησιμοποιήσουν. xyxy=(36,909,304,936)
prize-amount: 250 xyxy=(1332,1177,1354,1191)
column-left xyxy=(20,40,329,2318)
prize-count: 350 xyxy=(1088,1195,1110,1209)
prize-col-mid-blank xyxy=(1196,960,1357,978)
professional-column xyxy=(815,498,1065,1380)
prize-amount: 200 xyxy=(1332,1195,1354,1209)
